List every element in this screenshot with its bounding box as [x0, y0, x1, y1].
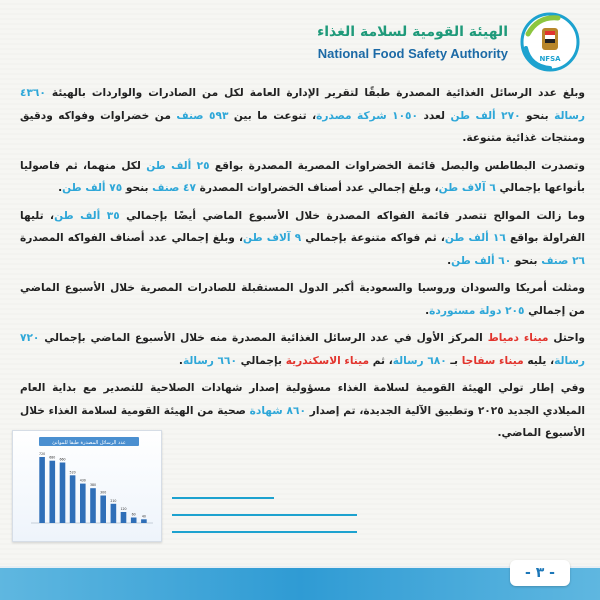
chart-thumbnail — [12, 430, 162, 542]
bar-value-label: 520 — [69, 470, 76, 475]
bar-value-label: 60 — [131, 512, 136, 517]
header — [282, 10, 582, 80]
text-run: وتصدرت البطاطس والبصل قائمة الخضراوات المصرية المصدرة بواقع — [209, 159, 585, 172]
bar-value-label: 300 — [100, 490, 107, 495]
highlight-figure: ٢٧٠ ألف طن — [450, 109, 521, 122]
paragraph-ports — [20, 327, 585, 372]
bar-value-label: 660 — [59, 457, 66, 462]
highlight-figure: ٤٧ صنف — [152, 182, 196, 194]
text-run: بـ — [446, 354, 462, 367]
bar-value-label: 430 — [79, 478, 86, 483]
bar — [50, 461, 56, 523]
text-run: ، وبلغ إجمالي عدد أصناف الخضراوات المصدرة — [195, 182, 439, 194]
highlight-figure: ٤٣٦٠ رسالة — [20, 87, 585, 122]
text-run: صحية من الهيئة القومية لسلامة الغذاء خلال الأسبوع الماضي. — [20, 404, 585, 439]
highlight-figure: ٢٥ ألف طن — [146, 159, 210, 172]
bar-value-label: 210 — [110, 498, 117, 503]
bar-value-label: 680 — [49, 455, 56, 460]
bar — [100, 496, 106, 524]
nfsa-logo — [518, 10, 582, 74]
highlight-figure: ٦ آلاف طن — [438, 182, 496, 194]
highlight-figure: ١٦ ألف طن — [444, 232, 506, 244]
port-name: ميناء الاسكندرية — [285, 354, 370, 367]
highlight-figure: ٨٦٠ شهادة — [249, 404, 306, 417]
text-run: ، تنوعت ما بين — [228, 109, 317, 122]
highlight-figure: ٦٠ ألف طن — [451, 254, 512, 267]
highlight-figure: ٢٠٥ دولة مستوردة — [429, 304, 525, 317]
text-run: . — [447, 254, 452, 267]
bar-value-label: 380 — [89, 483, 97, 488]
bar — [111, 504, 117, 523]
decorative-line — [172, 497, 274, 499]
bar-value-label: 120 — [120, 507, 127, 511]
bar — [121, 512, 127, 523]
bar — [39, 457, 45, 523]
port-name: ميناء دمياط — [487, 332, 549, 344]
text-run: واحتل — [548, 332, 585, 344]
text-run: ، يليه — [523, 354, 555, 367]
text-run: . — [425, 304, 430, 317]
text-run: بنحو — [511, 254, 542, 267]
text-run: ، تليها الفراولة بواقع — [20, 209, 585, 244]
bar — [60, 463, 66, 524]
bar-value-label: 720 — [39, 452, 46, 456]
bar-value-label: 40 — [141, 514, 146, 519]
page-number: - ٣ - — [510, 560, 570, 586]
decorative-line — [172, 514, 357, 516]
text-run: لعدد — [418, 109, 451, 122]
brand-name-english: National Food Safety Authority — [317, 46, 508, 61]
bar — [70, 475, 76, 523]
text-run: ، وبلغ إجمالي عدد أصناف الفواكه المصدرة — [20, 232, 244, 244]
bar — [141, 519, 147, 523]
text-run: وما زالت الموالح تتصدر قائمة الفواكه المصدرة خلال الأسبوع الماضي أيضًا بإجمالي — [119, 209, 586, 222]
chart-title: عدد الرسائل المصدرة طبقا للموانئ — [52, 440, 126, 446]
text-run: . — [178, 354, 183, 367]
decorative-line — [172, 531, 357, 533]
bar — [80, 484, 86, 523]
text-run: ، ثم فواكه متنوعة بإجمالي — [301, 232, 445, 244]
highlight-figure: ٥٩٣ صنف — [176, 109, 229, 122]
text-run: بنحو — [520, 109, 555, 122]
bar — [131, 518, 137, 524]
brand-name-arabic: الهيئة القومية لسلامة الغذاء — [317, 24, 508, 40]
paragraph-vegetables — [20, 155, 585, 200]
highlight-figure: ٧٢٠ رسالة — [20, 332, 585, 367]
highlight-figure: ٣٥ ألف طن — [54, 209, 120, 222]
bar — [90, 488, 96, 523]
text-run: لكل منهما، ثم فاصوليا بأنواعها بإجمالي — [20, 159, 585, 194]
text-run: ومثلت أمريكا والسودان وروسيا والسعودية أكبر الدول المستقبلة للصادرات المصرية خلال الأسبوع الماضي من إجمالي — [20, 282, 585, 317]
highlight-figure: ٢٦ صنف — [541, 254, 585, 267]
text-run: وبلغ عدد الرسائل الغذائية المصدرة طبقًا لتقرير الإدارة العامة لكل من الصادرات والواردات بالهيئة — [45, 87, 585, 99]
text-run: من خضراوات وفواكه ودقيق ومنتجات غذائية متنوعة. — [20, 109, 585, 144]
text-run: ، ثم — [369, 354, 393, 367]
highlight-figure: ٦٦٠ رسالة — [182, 354, 237, 367]
svg-text:NFSA: NFSA — [539, 55, 561, 63]
text-run: المركز الأول في عدد الرسائل الغذائية المصدرة منه خلال الأسبوع الماضي بإجمالي — [39, 332, 488, 344]
port-name: ميناء سفاجا — [461, 354, 524, 367]
article-body — [20, 82, 585, 450]
text-run: . — [58, 182, 63, 194]
text-run: بإجمالي — [236, 354, 286, 367]
paragraph-exports-summary — [20, 82, 585, 150]
paragraph-fruits — [20, 205, 585, 273]
highlight-figure: ٦٨٠ رسالة — [392, 354, 447, 367]
text-run: وفي إطار تولي الهيئة القومية لسلامة الغذاء مسؤولية إصدار شهادات الصلاحية للتصدير مع بداية العام الميلادي الجديد ٢٠٢٥ وتطبيق الآلية الجديدة، تم إصدار — [20, 382, 585, 417]
paragraph-countries — [20, 277, 585, 322]
text-run: بنحو — [122, 182, 153, 194]
highlight-figure: ٧٥ ألف طن — [62, 182, 123, 194]
highlight-figure: ٩ آلاف طن — [243, 232, 302, 244]
port-chart — [13, 431, 161, 541]
highlight-figure: ١٠٥٠ شركة مصدرة — [316, 109, 418, 122]
